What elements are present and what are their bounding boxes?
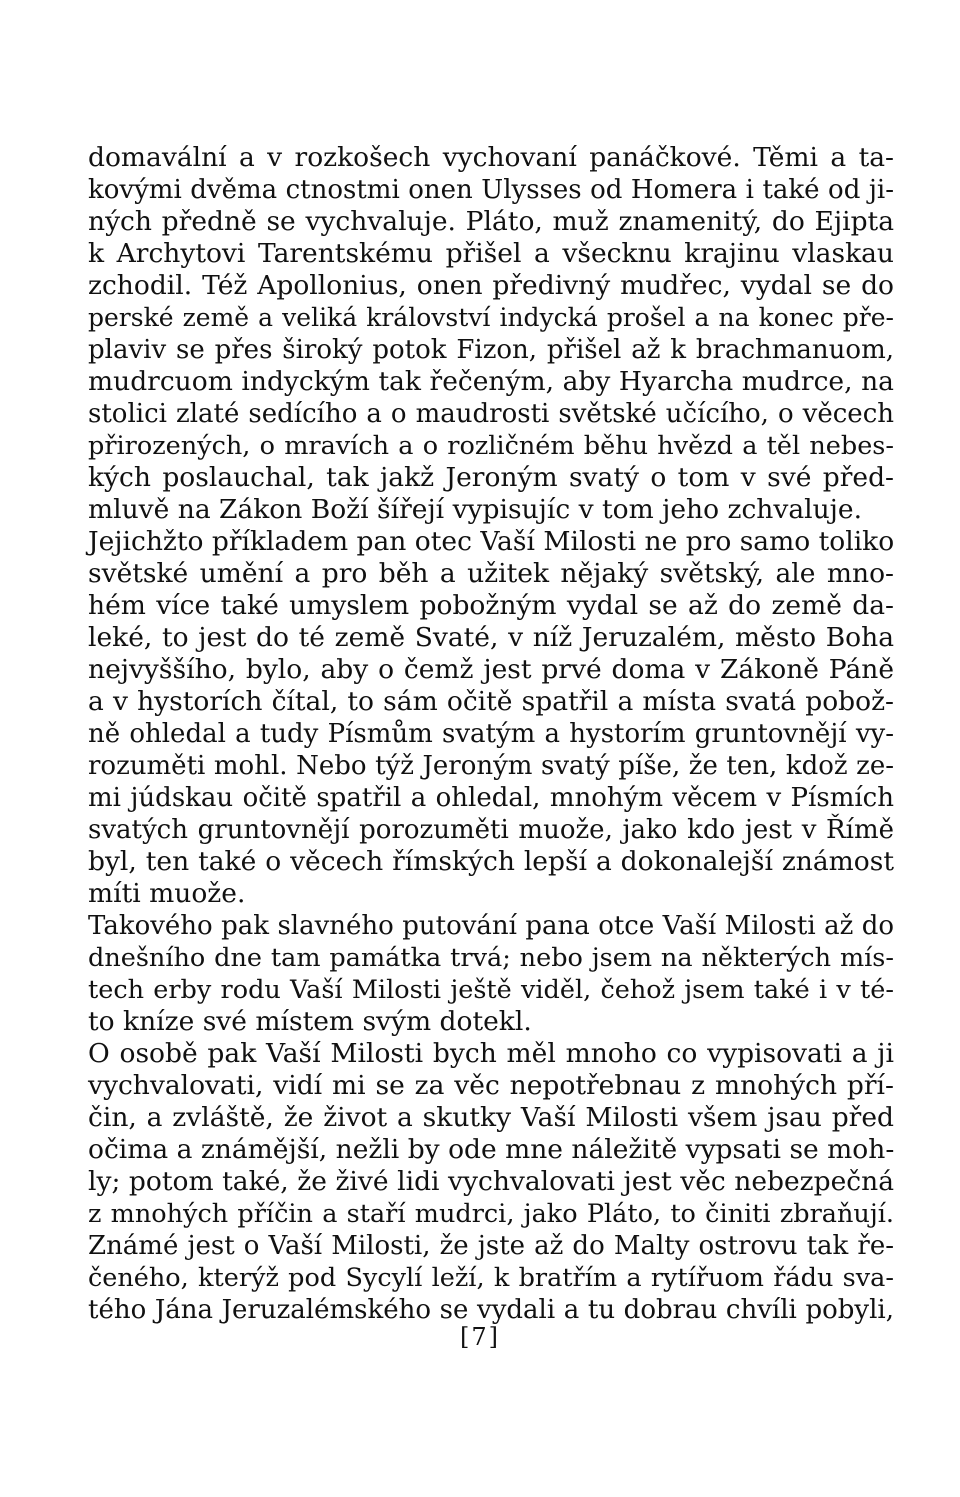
text-line: zchodil. Též Apollonius, onen předivný mudřec, vydal se do xyxy=(88,270,894,301)
text-line: k Archytovi Tarentskému přišel a všecknu krajinu vlaskau xyxy=(88,238,894,269)
text-line: míti muože. xyxy=(88,878,246,909)
text-line: stolici zlaté sedícího a o maudrosti světské učícího, o věcech xyxy=(88,399,894,429)
text-line: to kníze své místem svým dotekl. xyxy=(88,1006,532,1037)
text-line: byl, ten také o věcech římských lepší a dokonalejší známost xyxy=(88,846,894,877)
text-line: dnešního dne tam památka trvá; nebo jsem na některých mís- xyxy=(88,943,894,973)
text-line: domavální a v rozkošech vychovaní panáčkové. Těmi a ta- xyxy=(88,142,894,173)
text-line: kovými dvěma ctnostmi onen Ulysses od Homera i také od ji- xyxy=(88,175,894,205)
text-line: přirozených, o mravích a o rozličném běhu hvězd a těl nebes- xyxy=(88,431,894,461)
text-line: ných předně se vychvaluje. Pláto, muž znamenitý, do Ejipta xyxy=(88,206,894,237)
text-line: Jejichžto příkladem pan otec Vaší Milosti ne pro samo toliko xyxy=(88,526,895,557)
text-line: perské země a veliká království indycká prošel a na konec pře- xyxy=(88,303,894,332)
text-line: Takového pak slavného putování pana otce Vaší Milosti až do xyxy=(88,911,894,941)
body-text xyxy=(88,142,894,1326)
text-line: mluvě na Zákon Boží šířejí vypisujíc v tom jeho zchvaluje. xyxy=(88,494,862,525)
text-line: z mnohých příčin a staří mudrci, jako Pláto, to činiti zbraňují. xyxy=(88,1199,894,1229)
text-line: ly; potom také, že živé lidi vychvalovati jest věc nebezpečná xyxy=(88,1166,894,1197)
text-line: leké, to jest do té země Svaté, v níž Jeruzalém, město Boha xyxy=(88,622,894,653)
text-line: plaviv se přes široký potok Fizon, přišel až k brachmanuom, xyxy=(88,335,894,365)
text-line: ně ohledal a tudy Písmům svatým a hystorím gruntovnějí vy- xyxy=(88,719,894,749)
page-number: [7] xyxy=(460,1323,500,1351)
text-line: tech erby rodu Vaší Milosti ještě viděl, čehož jsem také i v té- xyxy=(88,975,894,1005)
text-line: tého Jána Jeruzalémského se vydali a tu dobrau chvíli pobyli, xyxy=(88,1295,894,1325)
text-line: světské umění a pro běh a užitek nějaký světský, ale mno- xyxy=(88,558,894,589)
text-line: mi júdskau očitě spatřil a ohledal, mnohým věcem v Písmích xyxy=(88,783,894,813)
text-line: kých poslauchal, tak jakž Jeroným svatý o tom v své před- xyxy=(88,462,894,493)
text-line: a v hystorích čítal, to sám očitě spatřil a místa svatá pobož- xyxy=(88,686,894,717)
text-line: vychvalovati, vidí mi se za věc nepotřebnau z mnohých pří- xyxy=(88,1070,894,1101)
text-line: čeného, kterýž pod Sycylí leží, k bratřím a rytířuom řádu sva- xyxy=(88,1263,894,1293)
text-line: nejvyššího, bylo, aby o čemž jest prvé doma v Zákoně Páně xyxy=(88,654,894,685)
text-line: mudrcuom indyckým tak řečeným, aby Hyarcha mudrce, na xyxy=(88,366,894,397)
text-line: čin, a zvláště, že život a skutky Vaší Milosti všem jsau před xyxy=(88,1102,894,1133)
text-line: očima a známější, nežli by ode mne náležitě vypsati se moh- xyxy=(88,1134,895,1165)
text-line: svatých gruntovnějí porozuměti muože, jako kdo jest v Římě xyxy=(88,815,894,845)
text-line: hém více také umyslem pobožným vydal se až do země da- xyxy=(88,590,894,621)
text-line: Známé jest o Vaší Milosti, že jste až do Malty ostrovu tak ře- xyxy=(88,1231,894,1261)
text-line: O osobě pak Vaší Milosti bych měl mnoho co vypisovati a ji xyxy=(88,1038,894,1069)
text-line: rozuměti mohl. Nebo týž Jeroným svatý píše, že ten, kdož ze- xyxy=(88,751,894,781)
